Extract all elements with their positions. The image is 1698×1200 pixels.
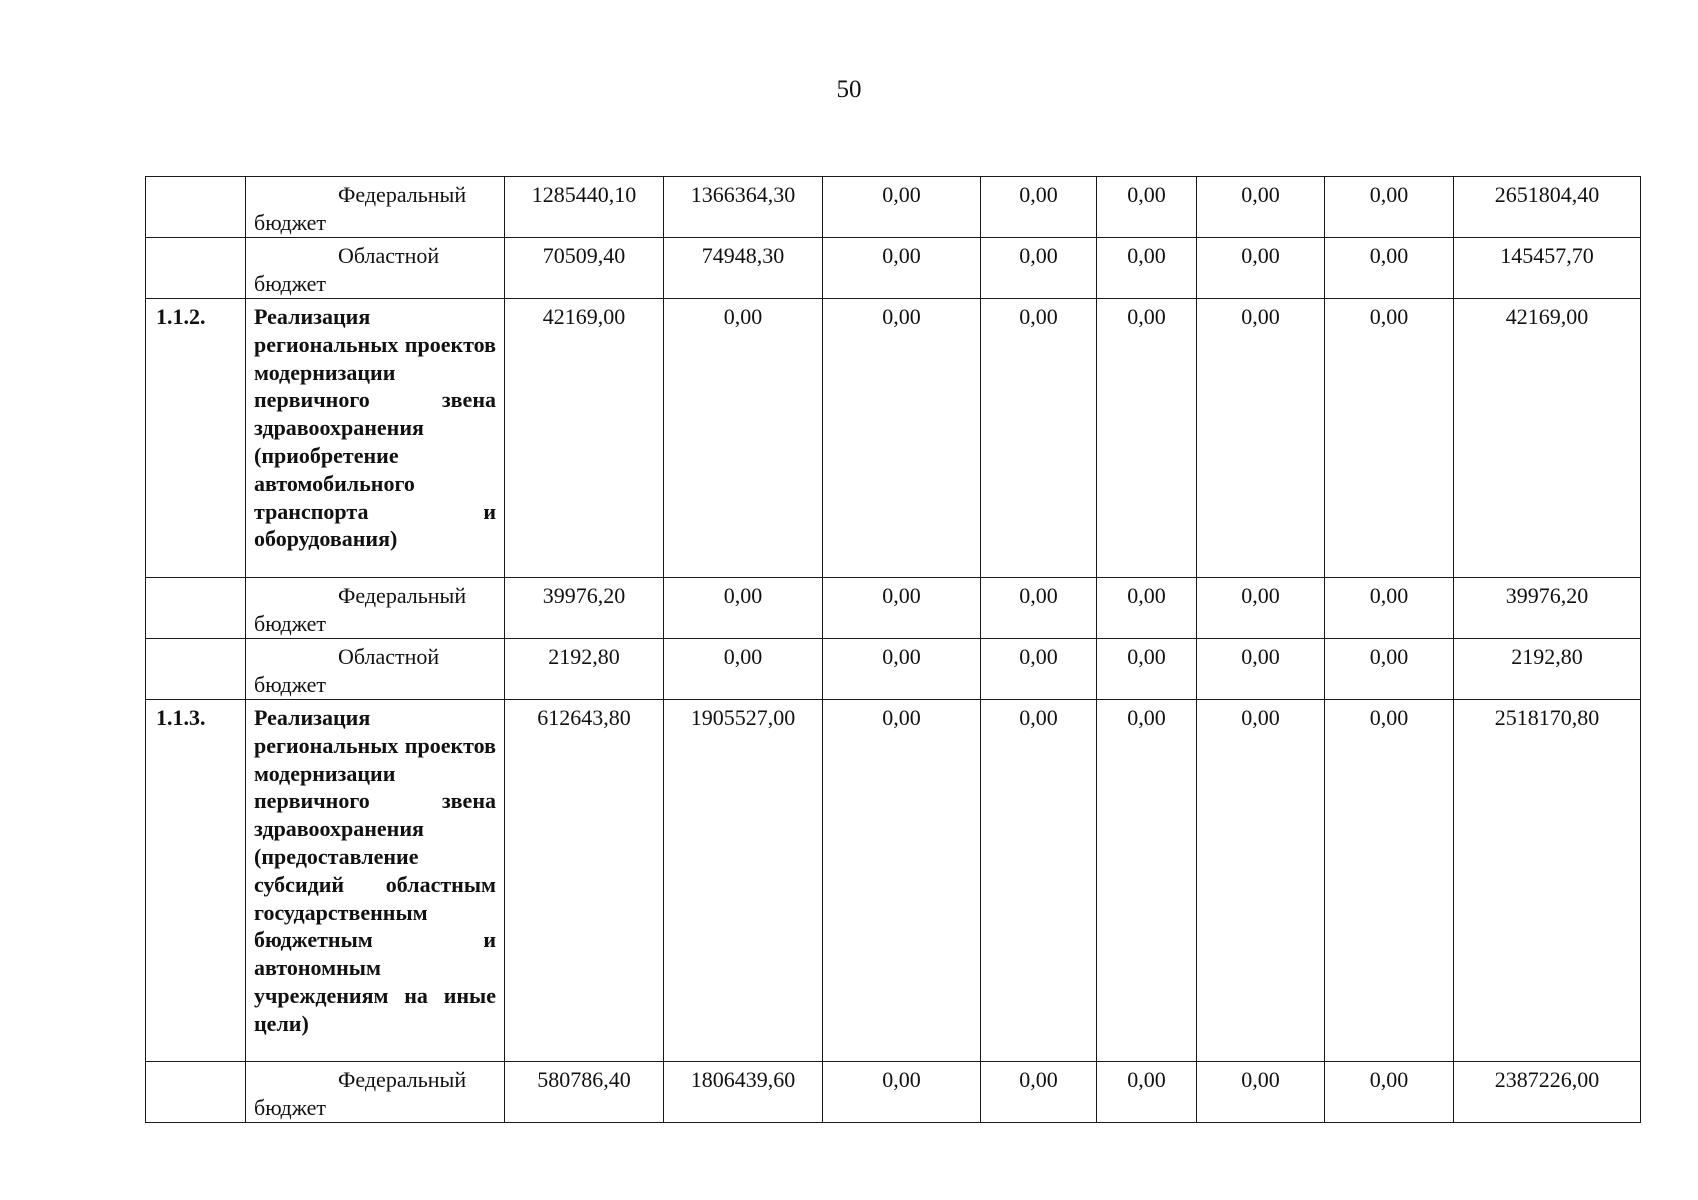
total-cell: 2651804,40: [1454, 177, 1641, 238]
row-label: Реализация региональных проектов модернизации первичного звена здравоохранения (предоставление субсидий областным государственным бюджетным и автономным учреждениям на иные цели): [246, 700, 505, 1062]
value-cell: 0,00: [823, 639, 981, 700]
value-cell: 0,00: [981, 299, 1097, 578]
value-cell: 0,00: [1325, 238, 1454, 299]
value-cell: 0,00: [1197, 700, 1325, 1062]
value-cell: 70509,40: [505, 238, 664, 299]
value-cell: 0,00: [1325, 639, 1454, 700]
table-row: [146, 578, 1641, 639]
value-cell: 0,00: [1197, 639, 1325, 700]
value-cell: 580786,40: [505, 1062, 664, 1123]
value-cell: 0,00: [664, 639, 823, 700]
value-cell: 1366364,30: [664, 177, 823, 238]
total-cell: 42169,00: [1454, 299, 1641, 578]
value-cell: 1285440,10: [505, 177, 664, 238]
value-cell: 0,00: [981, 639, 1097, 700]
row-label: Реализация региональных проектов модернизации первичного звена здравоохранения (приобретение автомобильного транспорта и оборудования): [246, 299, 505, 578]
value-cell: 0,00: [1325, 177, 1454, 238]
value-cell: 0,00: [1197, 299, 1325, 578]
value-cell: 1806439,60: [664, 1062, 823, 1123]
table-row: [146, 238, 1641, 299]
value-cell: 0,00: [1197, 238, 1325, 299]
total-cell: 39976,20: [1454, 578, 1641, 639]
total-cell: 2518170,80: [1454, 700, 1641, 1062]
value-cell: 0,00: [823, 1062, 981, 1123]
value-cell: 0,00: [823, 177, 981, 238]
value-cell: 0,00: [1097, 578, 1197, 639]
value-cell: 0,00: [823, 578, 981, 639]
table-row: [146, 299, 1641, 578]
value-cell: 0,00: [823, 299, 981, 578]
value-cell: 0,00: [664, 578, 823, 639]
value-cell: 612643,80: [505, 700, 664, 1062]
value-cell: 0,00: [664, 299, 823, 578]
row-code: [146, 1062, 246, 1123]
value-cell: 0,00: [1097, 700, 1197, 1062]
value-cell: 1905527,00: [664, 700, 823, 1062]
row-code: [146, 639, 246, 700]
value-cell: 0,00: [981, 578, 1097, 639]
row-code: [146, 578, 246, 639]
value-cell: 0,00: [1325, 1062, 1454, 1123]
value-cell: 0,00: [1325, 578, 1454, 639]
row-label: Федеральный бюджет: [246, 1062, 505, 1123]
value-cell: 0,00: [1097, 177, 1197, 238]
row-label: Областной бюджет: [246, 639, 505, 700]
value-cell: 0,00: [1097, 238, 1197, 299]
table-row: [146, 639, 1641, 700]
value-cell: 0,00: [981, 1062, 1097, 1123]
value-cell: 0,00: [981, 177, 1097, 238]
value-cell: 0,00: [1325, 299, 1454, 578]
row-label: Федеральный бюджет: [246, 578, 505, 639]
row-code: [146, 177, 246, 238]
value-cell: 0,00: [823, 238, 981, 299]
value-cell: 2192,80: [505, 639, 664, 700]
value-cell: 0,00: [823, 700, 981, 1062]
value-cell: 42169,00: [505, 299, 664, 578]
table-row: [146, 700, 1641, 1062]
table-row: [146, 177, 1641, 238]
total-cell: 145457,70: [1454, 238, 1641, 299]
table-row: [146, 1062, 1641, 1123]
page-number: 50: [836, 76, 862, 103]
row-code: 1.1.2.: [146, 299, 246, 578]
value-cell: 0,00: [1197, 1062, 1325, 1123]
value-cell: 0,00: [1197, 177, 1325, 238]
value-cell: 0,00: [1097, 1062, 1197, 1123]
value-cell: 0,00: [981, 238, 1097, 299]
value-cell: 39976,20: [505, 578, 664, 639]
budget-table: [145, 176, 1641, 1123]
row-label: Федеральный бюджет: [246, 177, 505, 238]
value-cell: 0,00: [981, 700, 1097, 1062]
row-code: 1.1.3.: [146, 700, 246, 1062]
value-cell: 0,00: [1097, 639, 1197, 700]
value-cell: 0,00: [1325, 700, 1454, 1062]
row-code: [146, 238, 246, 299]
value-cell: 0,00: [1197, 578, 1325, 639]
table-body: [146, 177, 1641, 1123]
value-cell: 0,00: [1097, 299, 1197, 578]
row-label: Областной бюджет: [246, 238, 505, 299]
value-cell: 74948,30: [664, 238, 823, 299]
total-cell: 2192,80: [1454, 639, 1641, 700]
total-cell: 2387226,00: [1454, 1062, 1641, 1123]
